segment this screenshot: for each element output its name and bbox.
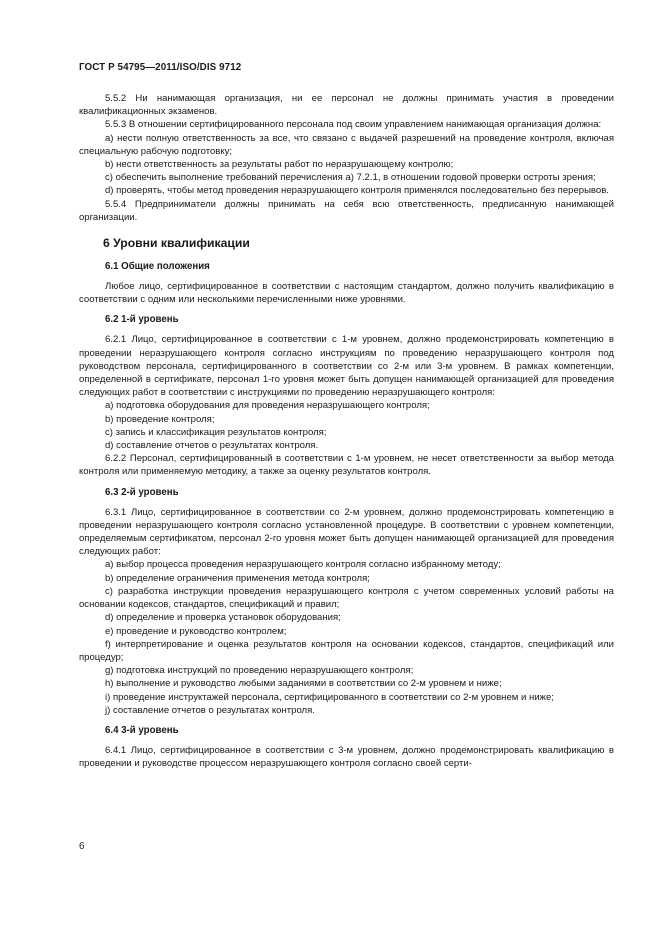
paragraph-5-5-2: 5.5.2 Ни нанимающая организация, ни ее персонал не должны принимать участия в проведении квалификационных экзаменов. — [79, 93, 614, 118]
list-item: c) разработка инструкции проведения неразрушающего контроля с учетом современных условий работы на основании кодексов, стандартов, спецификаций и правил; — [79, 585, 614, 611]
paragraph-5-5-3: 5.5.3 В отношении сертифицированного персонала под своим управлением нанимающая организация должна: — [105, 119, 602, 131]
list-item: d) определение и проверка установок оборудования; — [105, 612, 341, 624]
list-item: d) проверять, чтобы метод проведения неразрушающего контроля применялся последовательно без перерывов. — [105, 185, 609, 197]
list-item: b) определение ограничения применения метода контроля; — [105, 572, 370, 584]
list-item: d) составление отчетов о результатах контроля. — [105, 440, 319, 452]
list-item: c) обеспечить выполнение требований перечисления а) 7.2.1, в отношении годовой проверки остроты зрения; — [105, 172, 596, 184]
section-6-2-heading: 6.2 1-й уровень — [105, 314, 179, 326]
document-header: ГОСТ Р 54795—2011/ISO/DIS 9712 — [79, 62, 242, 73]
paragraph-6-2-2: 6.2.2 Персонал, сертифицированный в соответствии с 1-м уровнем, не несет ответственности за выбор метода контроля или применяемую методику, а также за оценку результатов контроля. — [79, 453, 614, 478]
list-item: h) выполнение и руководство любыми заданиями в соответствии со 2-м уровнем и ниже; — [105, 678, 502, 690]
document-page — [79, 92, 614, 770]
paragraph-6-1: Любое лицо, сертифицированное в соответствии с настоящим стандартом, должно получить квалификацию в соответствии с одним или несколькими перечисленными ниже уровнями. — [79, 281, 614, 306]
paragraph-6-2-1: 6.2.1 Лицо, сертифицированное в соответствии с 1-м уровнем, должно продемонстрировать компетенцию в проведении неразрушающего контроля согласно инструкциям по проведению неразрушающего контроля под руководством персонала, сертифицированного в соответствии со 2-м или 3-м уровнем. В рамках компетенции, определенной в сертификате, персонал 1-го уровня может быть допущен нанимающей организацией для проведения следующих работ в соответствии с инструкциями по проведению неразрушающего контроля: — [79, 334, 614, 399]
page-number: 6 — [79, 841, 85, 852]
section-6-1-heading: 6.1 Общие положения — [105, 261, 210, 273]
section-6-heading: 6 Уровни квалификации — [103, 236, 250, 251]
list-item: g) подготовка инструкций по проведению неразрушающего контроля; — [105, 665, 414, 677]
list-item: b) нести ответственность за результаты работ по неразрушающему контролю; — [105, 159, 454, 171]
list-item: i) проведение инструктажей персонала, сертифицированного в соответствии со 2-м уровнем и ниже; — [105, 691, 554, 703]
list-item: e) проведение и руководство контролем; — [105, 625, 287, 637]
list-item: a) нести полную ответственность за все, что связано с выдачей разрешений на проведение контроля, включая специальную рабочую подготовку; — [79, 132, 614, 157]
list-item: b) проведение контроля; — [105, 413, 215, 425]
paragraph-6-3-1: 6.3.1 Лицо, сертифицированное в соответствии со 2-м уровнем, должно продемонстрировать компетенцию в проведении неразрушающего контроля согласно установленной процедуре. В соответствии с уровнем компетенции, определяемым сертификатом, персонал 2-го уровня может быть допущен нанимающей организацией для проведения следующих работ: — [79, 506, 614, 558]
list-item: j) составление отчетов о результатах контроля. — [105, 704, 315, 716]
section-6-4-heading: 6.4 3-й уровень — [105, 724, 179, 736]
list-item: c) запись и классификация результатов контроля; — [105, 426, 327, 438]
section-6-3-heading: 6.3 2-й уровень — [105, 486, 179, 498]
list-item: a) подготовка оборудования для проведения неразрушающего контроля; — [105, 400, 430, 412]
list-item: a) выбор процесса проведения неразрушающего контроля согласно избранному методу; — [105, 559, 501, 571]
paragraph-6-4-1: 6.4.1 Лицо, сертифицированное в соответствии с 3-м уровнем, должно продемонстрировать квалификацию в проведении и руководстве процессом неразрушающего контроля согласно своей серти- — [79, 744, 614, 770]
list-item: f) интерпретирование и оценка результатов контроля на основании кодексов, стандартов, спецификаций или процедур; — [79, 638, 614, 663]
paragraph-5-5-4: 5.5.4 Предприниматели должны принимать на себя всю ответственность, предписанную нанимающей организации. — [79, 198, 614, 223]
